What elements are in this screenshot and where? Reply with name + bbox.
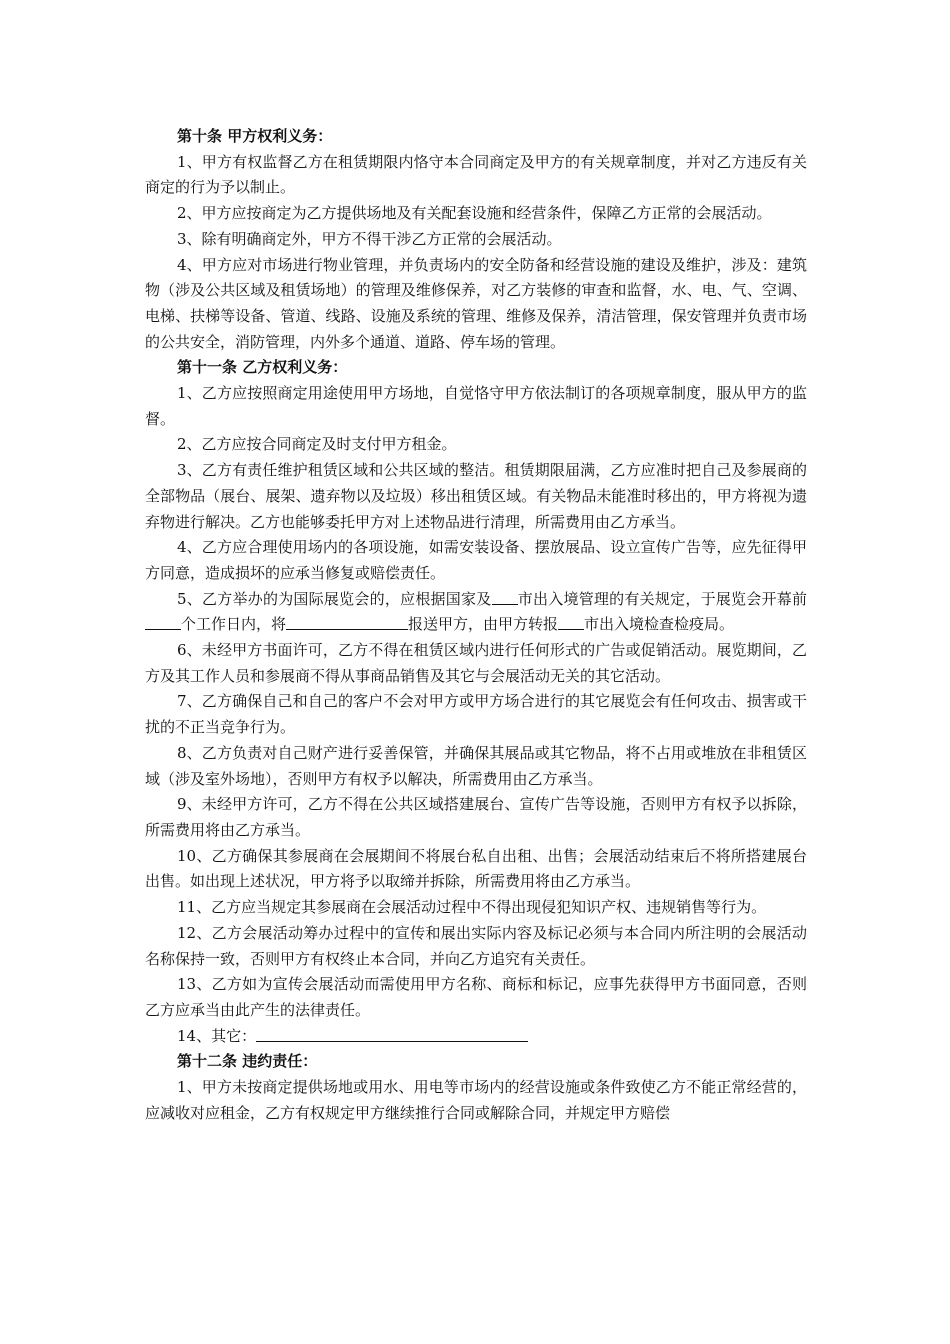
article-11-item-3: 3、乙方有责任维护租赁区域和公共区域的整洁。租赁期限届满，乙方应准时把自己及参展商的全部物品（展台、展架、遗弃物以及垃圾）移出租赁区域。有关物品未能准时移出的，甲方将视为遗弃物进行解决。乙方也能够委托甲方对上述物品进行清理，所需费用由乙方承当。 <box>145 461 807 531</box>
article-11-item-6: 6、未经甲方书面许可，乙方不得在租赁区域内进行任何形式的广告或促销活动。展览期间，乙方及其工作人员和参展商不得从事商品销售及其它与会展活动无关的其它活动。 <box>145 641 807 685</box>
article-11-item-13: 13、乙方如为宣传会展活动而需使用甲方名称、商标和标记，应事先获得甲方书面同意，否则乙方应承当由此产生的法律责任。 <box>145 975 807 1019</box>
contract-page <box>145 124 807 1126</box>
article-10-item-1: 1、甲方有权监督乙方在租赁期限内恪守本合同商定及甲方的有关规章制度，并对乙方违反有关商定的行为予以制止。 <box>145 152 807 197</box>
item-5-text-e: 市出入境检查检疫局。 <box>584 615 735 634</box>
blank-other <box>256 1024 528 1042</box>
article-11-item-4: 4、乙方应合理使用场内的各项设施，如需安装设备、摆放展品、设立宣传广告等，应先征得甲方同意，造成损坏的应承当修复或赔偿责任。 <box>145 538 807 582</box>
blank-city-1 <box>492 587 518 605</box>
article-11-item-9: 9、未经甲方许可，乙方不得在公共区域搭建展台、宣传广告等设施，否则甲方有权予以拆除，所需费用将由乙方承当。 <box>145 795 807 839</box>
article-11-item-7: 7、乙方确保自己和自己的客户不会对甲方或甲方场合进行的其它展览会有任何攻击、损害或干扰的不正当竞争行为。 <box>145 692 807 737</box>
article-11-item-11: 11、乙方应当规定其参展商在会展活动过程中不得出现侵犯知识产权、违规销售等行为。 <box>177 898 767 917</box>
article-12-heading: 第十二条 违约责任： <box>177 1052 318 1071</box>
item-5-text-a: 5、乙方举办的为国际展览会的，应根据国家及 <box>177 589 492 608</box>
article-11-item-12: 12、乙方会展活动筹办过程中的宣传和展出实际内容及标记必须与本合同内所注明的会展活动名称保持一致，否则甲方有权终止本合同，并向乙方追究有关责任。 <box>145 923 807 968</box>
item-5-text-d: 报送甲方，由甲方转报 <box>408 615 559 634</box>
article-11-item-8: 8、乙方负责对自己财产进行妥善保管，并确保其展品或其它物品，将不占用或堆放在非租赁区域（涉及室外场地），否则甲方有权予以解决，所需费用由乙方承当。 <box>145 743 807 788</box>
article-10-item-4: 4、甲方应对市场进行物业管理，并负责场内的安全防备和经营设施的建设及维护，涉及：建筑物（涉及公共区域及租赁场地）的管理及维修保养，对乙方装修的审查和监督，水、电、气、空调、电梯、扶梯等设备、管道、线路、设施及系统的管理、维修及保养，清洁管理，保安管理并负责市场的公共安全，消防管理，内外多个通道、道路、停车场的管理。 <box>145 255 807 351</box>
article-11-item-2: 2、乙方应按合同商定及时支付甲方租金。 <box>177 435 457 454</box>
article-11-item-1: 1、乙方应按照商定用途使用甲方场地，自觉恪守甲方依法制订的各项规章制度，服从甲方的监督。 <box>145 384 807 428</box>
article-11-item-10: 10、乙方确保其参展商在会展期间不将展台私自出租、出售；会展活动结束后不将所搭建展台出售。如出现上述状况，甲方将予以取缔并拆除，所需费用将由乙方承当。 <box>145 846 807 891</box>
article-11-item-14 <box>145 1024 807 1050</box>
article-12-item-1: 1、甲方未按商定提供场地或用水、用电等市场内的经营设施或条件致使乙方不能正常经营的，应减收对应租金，乙方有权规定甲方继续推行合同或解除合同，并规定甲方赔偿 <box>145 1078 807 1122</box>
blank-days <box>145 612 181 630</box>
article-10-item-3: 3、除有明确商定外，甲方不得干涉乙方正常的会展活动。 <box>177 229 562 248</box>
item-5-text-c: 个工作日内，将 <box>181 615 287 634</box>
blank-city-2 <box>558 612 584 630</box>
article-10-heading: 第十条 甲方权利义务： <box>177 127 333 145</box>
article-11-item-5 <box>145 587 807 638</box>
article-10-item-2: 2、甲方应按商定为乙方提供场地及有关配套设施和经营条件，保障乙方正常的会展活动。 <box>177 204 772 223</box>
article-11-heading: 第十一条 乙方权利义务： <box>177 358 348 377</box>
blank-documents <box>286 612 408 630</box>
item-14-label: 14、其它： <box>177 1026 257 1045</box>
item-5-text-b: 市出入境管理的有关规定，于展览会开幕前 <box>517 589 808 608</box>
